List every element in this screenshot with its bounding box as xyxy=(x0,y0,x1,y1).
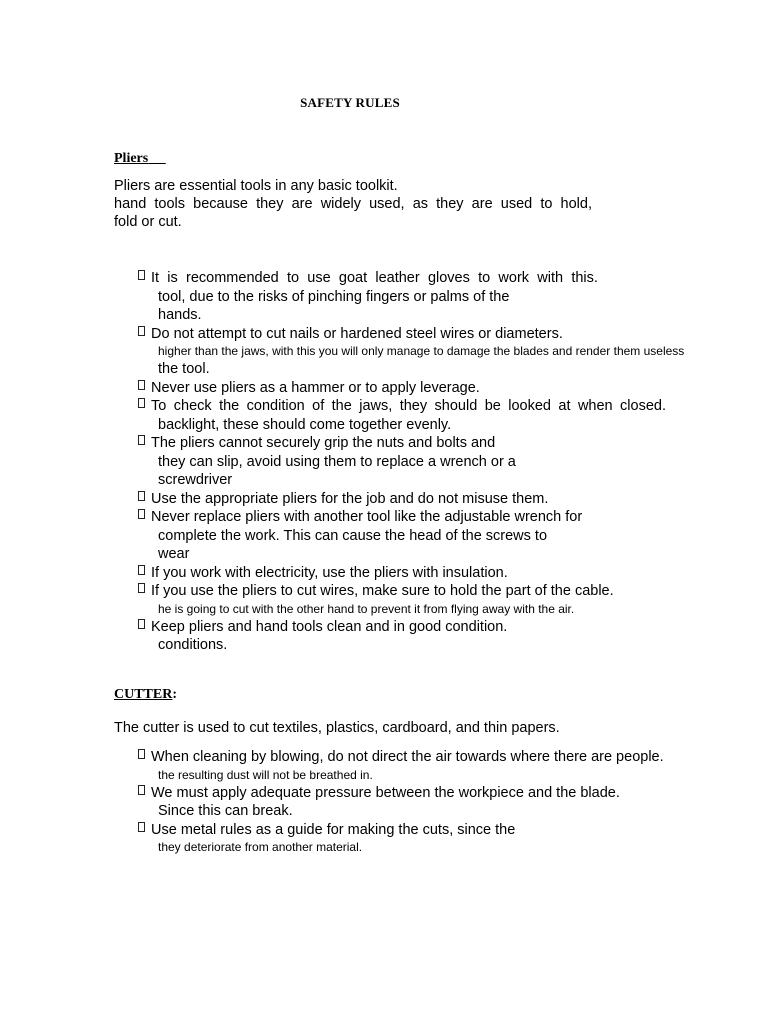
pliers-heading xyxy=(114,151,166,167)
rule-text: wear xyxy=(158,546,190,562)
rule-text: Use metal rules as a guide for making the cuts, since the xyxy=(151,821,516,838)
pliers-rules-list xyxy=(137,269,757,655)
rule-text: hands. xyxy=(158,307,202,323)
bullet-box-icon xyxy=(137,380,147,392)
pliers-intro xyxy=(114,177,592,231)
list-item xyxy=(137,434,757,490)
rule-text: To check the condition of the jaws, they should be looked at when closed. xyxy=(151,398,666,414)
rule-text: backlight, these should come together evenly. xyxy=(158,416,452,433)
list-item xyxy=(137,564,757,583)
rule-text: When cleaning by blowing, do not direct the air towards where there are people. xyxy=(151,749,664,765)
pliers-intro-line: Pliers are essential tools in any basic toolkit. xyxy=(114,178,398,194)
rule-text: screwdriver xyxy=(158,472,233,488)
pliers-intro-line: fold or cut. xyxy=(114,214,182,230)
list-item xyxy=(137,821,757,857)
list-item xyxy=(137,269,757,325)
pliers-intro-line: hand tools because they are widely used, as they are used to hold, xyxy=(114,196,592,212)
rule-text: If you use the pliers to cut wires, make sure to hold the part of the cable. xyxy=(151,583,614,599)
cutter-heading xyxy=(114,687,177,703)
pliers-heading-text: Pliers xyxy=(114,151,149,166)
rule-text: Since this can break. xyxy=(158,803,293,819)
rule-text: complete the work. This can cause the head of the screws to xyxy=(158,527,548,544)
rule-text: the tool. xyxy=(158,361,210,377)
bullet-box-icon xyxy=(137,749,147,761)
cutter-heading-colon: : xyxy=(172,687,178,702)
rule-text: he is going to cut with the other hand to prevent it from flying away with the air. xyxy=(158,601,575,616)
list-item xyxy=(137,397,757,434)
list-item xyxy=(137,582,757,618)
bullet-box-icon xyxy=(137,785,147,797)
rule-text: Never use pliers as a hammer or to apply leverage. xyxy=(151,379,480,396)
cutter-intro xyxy=(114,719,714,737)
list-item xyxy=(137,490,757,509)
rule-text: The pliers cannot securely grip the nuts and bolts and xyxy=(151,435,496,451)
rule-text: tool, due to the risks of pinching fingers or palms of the xyxy=(158,288,510,305)
rule-text: the resulting dust will not be breathed in. xyxy=(158,767,373,782)
rule-text: If you work with electricity, use the pliers with insulation. xyxy=(151,564,508,581)
cutter-rules-list xyxy=(137,748,757,856)
list-item xyxy=(137,784,757,821)
rule-text: they deteriorate from another material. xyxy=(158,840,363,854)
pliers-heading-underline xyxy=(148,151,166,166)
list-item xyxy=(137,325,757,379)
rule-text: higher than the jaws, with this you will only manage to damage the blades and render them useless xyxy=(158,344,685,358)
bullet-box-icon xyxy=(137,326,147,338)
bullet-box-icon xyxy=(137,583,147,595)
page-title: SAFETY RULES xyxy=(300,95,400,110)
rule-text: Do not attempt to cut nails or hardened steel wires or diameters. xyxy=(151,325,563,342)
bullet-box-icon xyxy=(137,509,147,521)
list-item xyxy=(137,618,757,655)
rule-text: Never replace pliers with another tool like the adjustable wrench for xyxy=(151,509,583,525)
bullet-box-icon xyxy=(137,398,147,410)
rule-text: We must apply adequate pressure between the workpiece and the blade. xyxy=(151,784,620,801)
bullet-box-icon xyxy=(137,435,147,447)
rule-text: It is recommended to use goat leather gloves to work with this. xyxy=(151,270,598,286)
bullet-box-icon xyxy=(137,270,147,282)
list-item xyxy=(137,748,757,784)
rule-text: Keep pliers and hand tools clean and in good condition. xyxy=(151,618,508,635)
list-item xyxy=(137,508,757,564)
bullet-box-icon xyxy=(137,491,147,503)
cutter-intro-line: The cutter is used to cut textiles, plastics, cardboard, and thin papers. xyxy=(114,720,560,736)
rule-text: Use the appropriate pliers for the job and do not misuse them. xyxy=(151,490,549,507)
rule-text: conditions. xyxy=(158,637,228,653)
cutter-heading-text: CUTTER xyxy=(114,687,173,702)
bullet-box-icon xyxy=(137,565,147,577)
list-item xyxy=(137,379,757,398)
bullet-box-icon xyxy=(137,619,147,631)
bullet-box-icon xyxy=(137,822,147,834)
rule-text: they can slip, avoid using them to replace a wrench or a xyxy=(158,453,516,470)
